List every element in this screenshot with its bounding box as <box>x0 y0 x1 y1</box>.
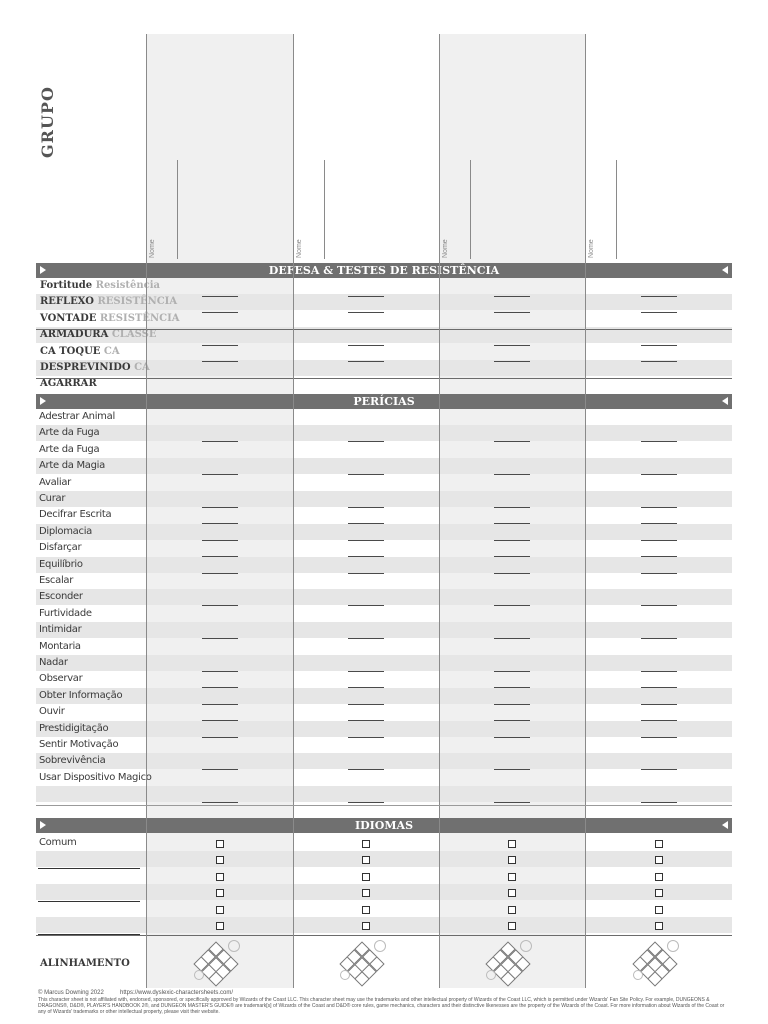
skill-value-blank[interactable] <box>202 507 238 508</box>
skill-label: Equilíbrio <box>39 558 83 570</box>
banner-corner-right-icon <box>722 266 728 274</box>
alignment-decor-icon <box>228 940 240 952</box>
defense-row-label <box>40 294 177 310</box>
skill-label: Diplomacia <box>39 525 92 537</box>
name-field-line[interactable] <box>324 160 325 259</box>
defense-label-main: ARMADURA <box>40 329 109 341</box>
language-checkbox[interactable] <box>655 840 663 848</box>
languages-title: IDIOMAS <box>354 819 414 832</box>
defense-title: DEFESA & TESTES DE RESISTÊNCIA <box>268 264 500 277</box>
skills-banner <box>36 394 732 409</box>
defense-row-label <box>40 278 160 294</box>
defense-value-blank[interactable] <box>202 312 238 313</box>
skill-value-blank[interactable] <box>202 638 238 639</box>
skill-value-blank[interactable] <box>641 605 677 606</box>
skill-value-blank[interactable] <box>348 573 384 574</box>
defense-value-blank[interactable] <box>494 361 530 362</box>
name-label: Nome <box>588 239 595 258</box>
defense-value-blank[interactable] <box>641 296 677 297</box>
group-title: GRUPO <box>38 86 57 158</box>
defense-value-blank[interactable] <box>494 345 530 346</box>
skill-value-blank[interactable] <box>494 638 530 639</box>
skill-value-blank[interactable] <box>494 769 530 770</box>
skill-row-stripe <box>36 786 732 802</box>
alignment-decor-icon <box>374 940 386 952</box>
alignment-decor-icon <box>667 940 679 952</box>
defense-value-blank[interactable] <box>494 312 530 313</box>
skill-label: Disfarçar <box>39 542 82 554</box>
skill-value-blank[interactable] <box>494 671 530 672</box>
column-separator <box>293 34 294 988</box>
skill-value-blank[interactable] <box>494 507 530 508</box>
language-checkbox[interactable] <box>508 922 516 930</box>
skill-row-stripe <box>36 557 732 573</box>
alignment-decor-icon <box>486 970 496 980</box>
skill-label: Escalar <box>39 575 74 586</box>
defense-value-blank[interactable] <box>348 296 384 297</box>
defense-label-main: Fortitude <box>40 280 93 291</box>
defense-value-blank[interactable] <box>494 296 530 297</box>
column-separator <box>439 34 440 988</box>
skill-value-blank[interactable] <box>348 605 384 606</box>
skill-value-blank[interactable] <box>494 573 530 574</box>
skill-value-blank[interactable] <box>348 737 384 738</box>
skill-value-blank[interactable] <box>641 507 677 508</box>
defense-label-main: CA TOQUE <box>40 345 101 357</box>
alignment-decor-icon <box>194 970 204 980</box>
language-label: Comum <box>39 837 77 848</box>
defense-label-main: AGARRAR <box>40 378 97 390</box>
name-label: Nome <box>442 239 449 258</box>
skill-value-blank[interactable] <box>641 441 677 442</box>
skill-label: Usar Dispositivo Magico <box>39 771 152 783</box>
language-row-stripe <box>36 884 732 900</box>
skill-value-blank[interactable] <box>202 474 238 475</box>
language-checkbox[interactable] <box>508 840 516 848</box>
skill-value-blank[interactable] <box>641 802 677 803</box>
defense-value-blank[interactable] <box>348 312 384 313</box>
language-row-stripe <box>36 851 732 867</box>
skill-value-blank[interactable] <box>641 769 677 770</box>
language-checkbox[interactable] <box>362 856 370 864</box>
skill-row-stripe <box>36 753 732 769</box>
language-checkbox[interactable] <box>362 873 370 881</box>
skill-value-blank[interactable] <box>202 573 238 574</box>
language-checkbox[interactable] <box>362 840 370 848</box>
skill-label: Montaria <box>39 640 81 652</box>
skill-label: Decifrar Escrita <box>39 509 112 521</box>
skill-value-blank[interactable] <box>641 671 677 672</box>
skill-value-blank[interactable] <box>202 605 238 606</box>
skill-value-blank[interactable] <box>348 769 384 770</box>
skill-value-blank[interactable] <box>202 769 238 770</box>
skill-label: Curar <box>39 493 66 504</box>
language-checkbox[interactable] <box>362 922 370 930</box>
skill-label: Esconder <box>39 591 83 603</box>
skill-value-blank[interactable] <box>348 441 384 442</box>
skill-value-blank[interactable] <box>202 704 238 705</box>
skill-value-blank[interactable] <box>348 671 384 672</box>
skill-value-blank[interactable] <box>494 474 530 475</box>
skill-label: Observar <box>39 673 83 685</box>
defense-value-blank[interactable] <box>641 312 677 313</box>
skill-label: Adestrar Animal <box>39 411 115 422</box>
language-checkbox[interactable] <box>216 840 224 848</box>
skill-row-stripe <box>36 622 732 638</box>
language-checkbox[interactable] <box>655 889 663 897</box>
skill-value-blank[interactable] <box>641 737 677 738</box>
skill-value-blank[interactable] <box>641 704 677 705</box>
language-checkbox[interactable] <box>362 906 370 914</box>
name-field-line[interactable] <box>616 160 617 259</box>
skill-row-stripe <box>36 589 732 605</box>
footer-url[interactable]: https://www.dyslexic-charactersheets.com/ <box>120 990 234 996</box>
defense-label-sub: CA <box>100 345 120 357</box>
defense-value-blank[interactable] <box>348 361 384 362</box>
alignment-top-line <box>36 935 732 936</box>
skill-value-blank[interactable] <box>348 474 384 475</box>
skill-label: Arte da Fuga <box>39 427 100 439</box>
language-checkbox[interactable] <box>216 906 224 914</box>
skill-row-stripe <box>36 425 732 441</box>
skill-row-stripe <box>36 524 732 540</box>
column-separator <box>585 34 586 988</box>
skill-value-blank[interactable] <box>641 573 677 574</box>
skill-label: Sobrevivência <box>39 755 106 767</box>
defense-label-main: VONTADE <box>40 312 97 324</box>
skill-row-stripe <box>36 458 732 474</box>
language-checkbox[interactable] <box>216 856 224 864</box>
skill-label: Ouvir <box>39 706 65 718</box>
skill-label: Avaliar <box>39 476 71 488</box>
skill-value-blank[interactable] <box>641 474 677 475</box>
language-checkbox[interactable] <box>508 906 516 914</box>
language-checkbox[interactable] <box>216 873 224 881</box>
skill-label: Arte da Fuga <box>39 443 100 455</box>
name-field-line[interactable] <box>470 160 471 259</box>
language-checkbox[interactable] <box>508 889 516 897</box>
defense-banner <box>36 263 732 278</box>
name-label: Nome <box>149 239 156 258</box>
language-checkbox[interactable] <box>508 856 516 864</box>
banner-corner-right-icon <box>722 821 728 829</box>
banner-corner-right-icon <box>722 397 728 405</box>
skill-value-blank[interactable] <box>348 507 384 508</box>
footer-legal: This character sheet is not affiliated with, endorsed, sponsored, or specifically approved by Wizards of the Coast LLC. This character sheet may use the trademarks and other intellectual property of Wizards of the Coast LLC, which is permitted under Wizards' Fan Site Policy. For example, DUNGEONS & DRAGONS®, D&D®, PLAYER'S HANDBOOK 2®, and DUNGEON MASTER'S GUIDE® are trademark[s] of Wizards of the Coast and D&D® core rules, game mechanics, characters and their distinctive likenesses are the property of the Wizards of the Coast. For more information about Wizards of the Coast or any of Wizards' trademarks or other intellectual property, please visit their website. <box>38 997 725 1015</box>
language-name-line[interactable] <box>38 868 140 869</box>
skill-value-blank[interactable] <box>494 441 530 442</box>
skill-value-blank[interactable] <box>202 802 238 803</box>
skills-bottom-line <box>36 805 732 806</box>
defense-divider <box>36 329 732 330</box>
defense-value-blank[interactable] <box>202 296 238 297</box>
skill-row-stripe <box>36 655 732 671</box>
language-checkbox[interactable] <box>216 922 224 930</box>
defense-row-label <box>40 311 180 327</box>
column-separator <box>146 34 147 988</box>
skill-row-stripe <box>36 688 732 704</box>
name-field-line[interactable] <box>177 160 178 259</box>
language-checkbox[interactable] <box>362 889 370 897</box>
skill-value-blank[interactable] <box>641 540 677 541</box>
language-checkbox[interactable] <box>508 873 516 881</box>
language-checkbox[interactable] <box>655 873 663 881</box>
name-label: Nome <box>296 239 303 258</box>
language-checkbox[interactable] <box>216 889 224 897</box>
defense-row-label <box>40 360 150 376</box>
skill-value-blank[interactable] <box>348 704 384 705</box>
defense-label-sub: CLASSE <box>108 329 157 341</box>
defense-value-blank[interactable] <box>202 345 238 346</box>
defense-divider <box>36 378 732 379</box>
languages-banner <box>36 818 732 833</box>
defense-value-blank[interactable] <box>202 361 238 362</box>
skill-value-blank[interactable] <box>494 704 530 705</box>
defense-label-sub: CA <box>130 362 150 373</box>
skill-value-blank[interactable] <box>348 638 384 639</box>
skill-label: Intimidar <box>39 624 82 636</box>
skill-value-blank[interactable] <box>494 802 530 803</box>
skill-value-blank[interactable] <box>641 638 677 639</box>
skill-value-blank[interactable] <box>202 540 238 541</box>
skill-label: Prestidigitação <box>39 722 109 734</box>
alignment-decor-icon <box>520 940 532 952</box>
language-name-line[interactable] <box>38 901 140 902</box>
language-checkbox[interactable] <box>655 906 663 914</box>
skill-label: Obter Informação <box>39 689 123 701</box>
skill-value-blank[interactable] <box>348 540 384 541</box>
skill-value-blank[interactable] <box>202 737 238 738</box>
defense-value-blank[interactable] <box>641 361 677 362</box>
language-row-stripe <box>36 917 732 933</box>
defense-value-blank[interactable] <box>641 345 677 346</box>
defense-row-label <box>40 344 120 360</box>
defense-label-main: DESPREVINIDO <box>40 362 131 373</box>
skill-row-stripe <box>36 721 732 737</box>
footer-copyright: © Marcus Downing 2022 <box>38 990 104 996</box>
skill-value-blank[interactable] <box>348 802 384 803</box>
defense-value-blank[interactable] <box>348 345 384 346</box>
skill-value-blank[interactable] <box>494 737 530 738</box>
skill-label: Furtividade <box>39 607 92 619</box>
alignment-label: ALINHAMENTO <box>40 958 130 969</box>
skill-value-blank[interactable] <box>494 540 530 541</box>
skill-label: Arte da Magia <box>39 460 105 472</box>
skill-value-blank[interactable] <box>202 671 238 672</box>
alignment-decor-icon <box>633 970 643 980</box>
language-checkbox[interactable] <box>655 922 663 930</box>
skill-value-blank[interactable] <box>494 605 530 606</box>
skill-row-stripe <box>36 491 732 507</box>
language-checkbox[interactable] <box>655 856 663 864</box>
defense-label-sub: RESISTÊNCIA <box>96 312 180 324</box>
defense-label-main: REFLEXO <box>40 296 94 308</box>
skill-value-blank[interactable] <box>202 441 238 442</box>
skill-label: Sentir Motivação <box>39 739 119 750</box>
alignment-decor-icon <box>340 970 350 980</box>
defense-label-sub: RESISTÊNCIA <box>93 296 178 308</box>
skill-label: Nadar <box>39 657 68 668</box>
skills-title: PERÍCIAS <box>353 395 415 408</box>
defense-label-sub: Resistência <box>92 280 160 291</box>
